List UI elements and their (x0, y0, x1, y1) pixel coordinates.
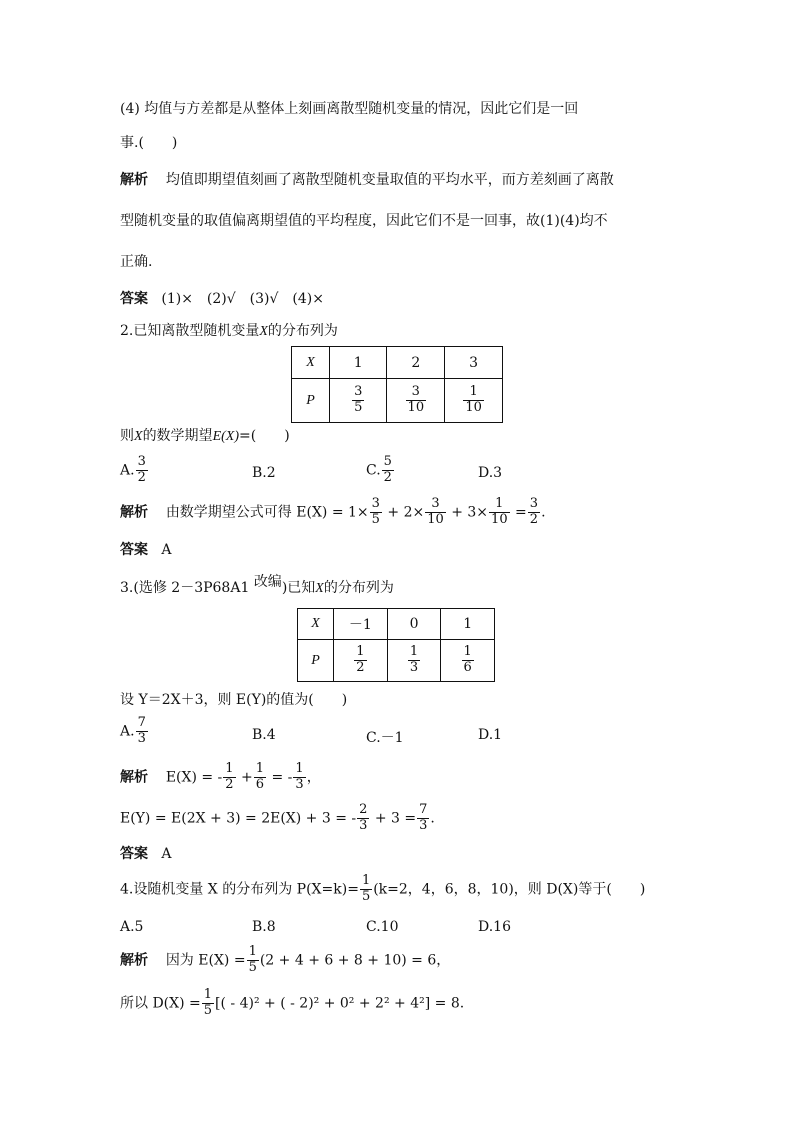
table-cell: $\frac{1}{3}$ (387, 640, 441, 682)
q4-option-c: C.10 (366, 919, 399, 935)
q4-option-b: B.8 (252, 919, 276, 935)
q4-stem: 4.设随机变量 X 的分布列为 P(X=k)= $\frac{1}{5}$ (k=2，4，6，8，10)，则 D(X)等于( ) (120, 873, 646, 904)
table-cell: 3 (445, 347, 503, 379)
q3-analysis-line2: E(Y) = E(2X + 3) = 2E(X) + 3 = - $\frac{2}{3}$ + 3 = $\frac{7}{3}$ . (120, 802, 435, 833)
table-cell: 1 (329, 347, 386, 379)
table-cell: $\frac{1}{6}$ (441, 640, 495, 682)
q2-option-d: D.3 (478, 465, 503, 481)
q2-option-c: C. $\frac{5}{2}$ (366, 454, 392, 485)
analysis-label: 解析 (120, 952, 148, 969)
analysis-label: 解析 (120, 504, 148, 521)
q3-analysis-line1: 解析 E(X) = - $\frac{1}{2}$ + $\frac{1}{6}$ = - $\frac{1}{3}$ ， (120, 761, 321, 792)
analysis-label: 解析 (120, 172, 148, 188)
q2-analysis: 解析 由数学期望公式可得 E(X) = 1× $\frac{3}{5}$ + 2× $\frac{3}{10}$ + 3× $\frac{1}{10}$ = $\frac{3}{2}$ . (120, 496, 546, 527)
q4-analysis-line1: 解析 因为 E(X) = $\frac{1}{5}$ (2 + 4 + 6 + 8 + 10) = 6， (120, 944, 451, 975)
q2-question: 则X的数学期望E(X)=( ) (120, 428, 290, 444)
q4-option-a: A.5 (120, 919, 144, 935)
answer-label: 答案 (120, 846, 148, 862)
table-header-p: P (292, 379, 330, 423)
table-cell: －1 (334, 609, 388, 640)
q3-question: 设 Y＝2X＋3，则 E(Y)的值为( ) (120, 692, 348, 708)
table-cell: 2 (387, 347, 445, 379)
q3-stem: 3.(选修 2－3P68A1 改编)已知X的分布列为 (120, 574, 394, 596)
q4-analysis-line2: 所以 D(X) = $\frac{1}{5}$ [( - 4)² + ( - 2)² + 0² + 2² + 4²] = 8. (120, 987, 465, 1018)
table-cell: $\frac{1}{2}$ (334, 640, 388, 682)
q3-answer: 答案 A (120, 846, 172, 862)
table-cell: $\frac{3}{5}$ (329, 379, 386, 423)
q3-option-d: D.1 (478, 727, 503, 743)
q2-stem: 2.已知离散型随机变量X的分布列为 (120, 323, 338, 339)
q1-analysis-line1: 解析 均值即期望值刻画了离散型随机变量取值的平均水平，而方差刻画了离散 (120, 172, 614, 188)
q1-answer: 答案 (1)× (2)√ (3)√ (4)× (120, 291, 324, 307)
q2-answer: 答案 A (120, 542, 172, 558)
answer-label: 答案 (120, 542, 148, 558)
q1-analysis-line3: 正确. (120, 254, 153, 270)
q1-analysis-line2: 型随机变量的取值偏离期望值的平均程度，因此它们不是一回事，故(1)(4)均不 (120, 213, 608, 229)
q2-option-b: B.2 (252, 465, 276, 481)
table-cell: 0 (387, 609, 441, 640)
q3-distribution-table (297, 608, 495, 682)
table-cell: $\frac{1}{10}$ (445, 379, 503, 423)
analysis-label: 解析 (120, 769, 148, 786)
q3-option-b: B.4 (252, 727, 276, 743)
table-cell: 1 (441, 609, 495, 640)
table-header-p: P (298, 640, 334, 682)
q4-option-d: D.16 (478, 919, 511, 935)
q3-option-a: A. $\frac{7}{3}$ (120, 715, 146, 746)
q3-option-c: C.－1 (366, 730, 404, 746)
q2-option-a: A. $\frac{3}{2}$ (120, 454, 146, 485)
table-header-x: X (298, 609, 334, 640)
q1-item4-line1: (4) 均值与方差都是从整体上刻画离散型随机变量的情况，因此它们是一回 (120, 101, 579, 117)
table-header-x: X (292, 347, 330, 379)
q1-item4-line2: 事.( ) (120, 135, 178, 151)
answer-label: 答案 (120, 291, 148, 307)
table-cell: $\frac{3}{10}$ (387, 379, 445, 423)
q2-distribution-table (291, 346, 503, 423)
